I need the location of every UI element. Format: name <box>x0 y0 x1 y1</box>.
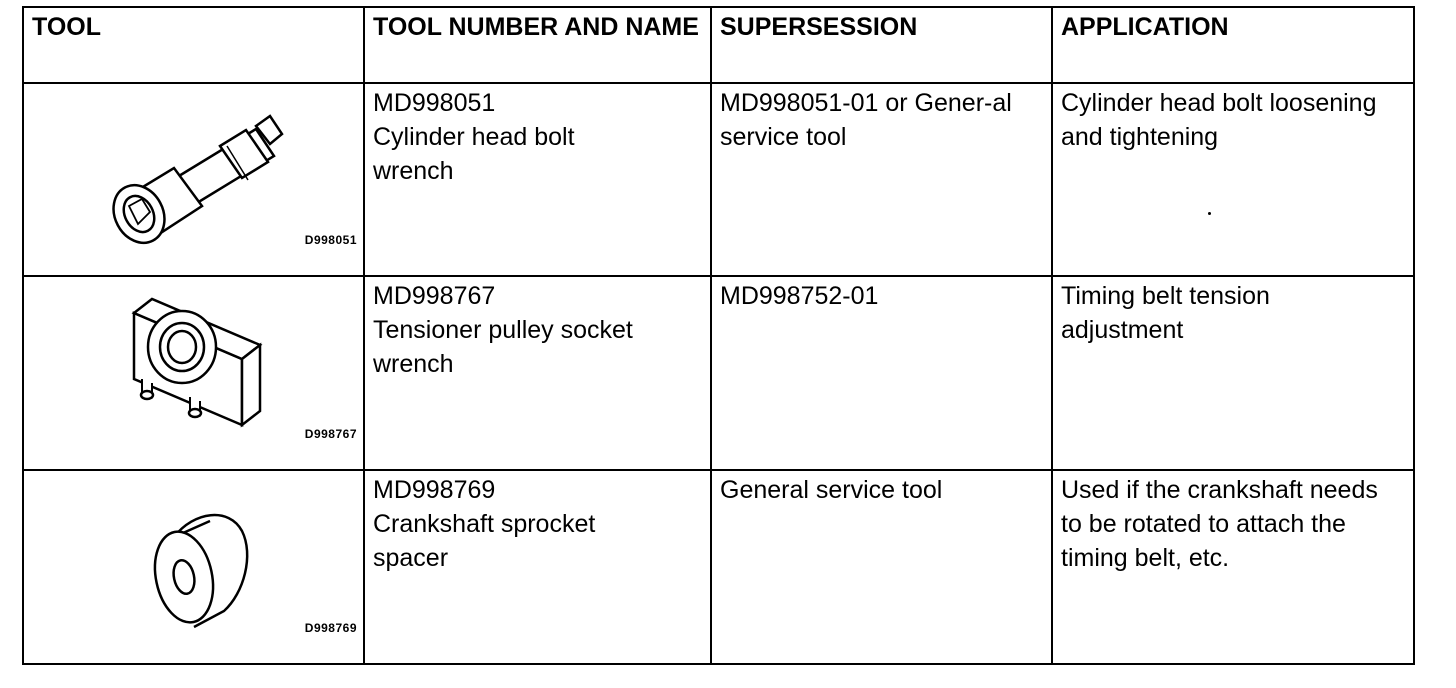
header-tool: TOOL <box>23 7 364 83</box>
tool-number: MD998769 <box>373 476 496 504</box>
tool-image-code: D998769 <box>304 621 357 635</box>
tool-image-cell <box>23 470 364 664</box>
supersession-cell: MD998752-01 <box>711 276 1052 470</box>
header-supersession: SUPERSESSION <box>711 7 1052 83</box>
header-row <box>23 7 1414 83</box>
table-row <box>23 470 1414 664</box>
special-tools-table <box>22 6 1415 665</box>
tool-image-code: D998767 <box>304 427 357 441</box>
tool-image-code: D998051 <box>304 233 357 247</box>
tool-number: MD998767 <box>373 282 496 310</box>
application-text: Timing belt tension adjustment <box>1061 282 1270 344</box>
application-text: Used if the crankshaft needs to be rotated to attach the timing belt, etc. <box>1061 476 1378 572</box>
socket-wrench-icon <box>24 84 363 276</box>
table-row <box>23 83 1414 276</box>
tool-number: MD998051 <box>373 89 496 117</box>
tool-number-name-cell <box>364 83 711 276</box>
tool-name: Crankshaft sprocket spacer <box>373 510 596 572</box>
application-text: Cylinder head bolt loosening and tightening <box>1061 89 1377 151</box>
stray-dot <box>1208 212 1211 215</box>
tool-image-cell <box>23 276 364 470</box>
tool-number-name-cell <box>364 276 711 470</box>
supersession-cell: General service tool <box>711 470 1052 664</box>
application-cell <box>1052 470 1414 664</box>
application-cell <box>1052 83 1414 276</box>
tool-name: Tensioner pulley socket wrench <box>373 316 633 378</box>
tool-number-name-cell <box>364 470 711 664</box>
header-application: APPLICATION <box>1052 7 1414 83</box>
tool-image-cell <box>23 83 364 276</box>
header-tool-number-name: TOOL NUMBER AND NAME <box>364 7 711 83</box>
tool-name: Cylinder head bolt wrench <box>373 123 575 185</box>
supersession-cell: MD998051-01 or Gener-al service tool <box>711 83 1052 276</box>
table-row <box>23 276 1414 470</box>
application-cell <box>1052 276 1414 470</box>
